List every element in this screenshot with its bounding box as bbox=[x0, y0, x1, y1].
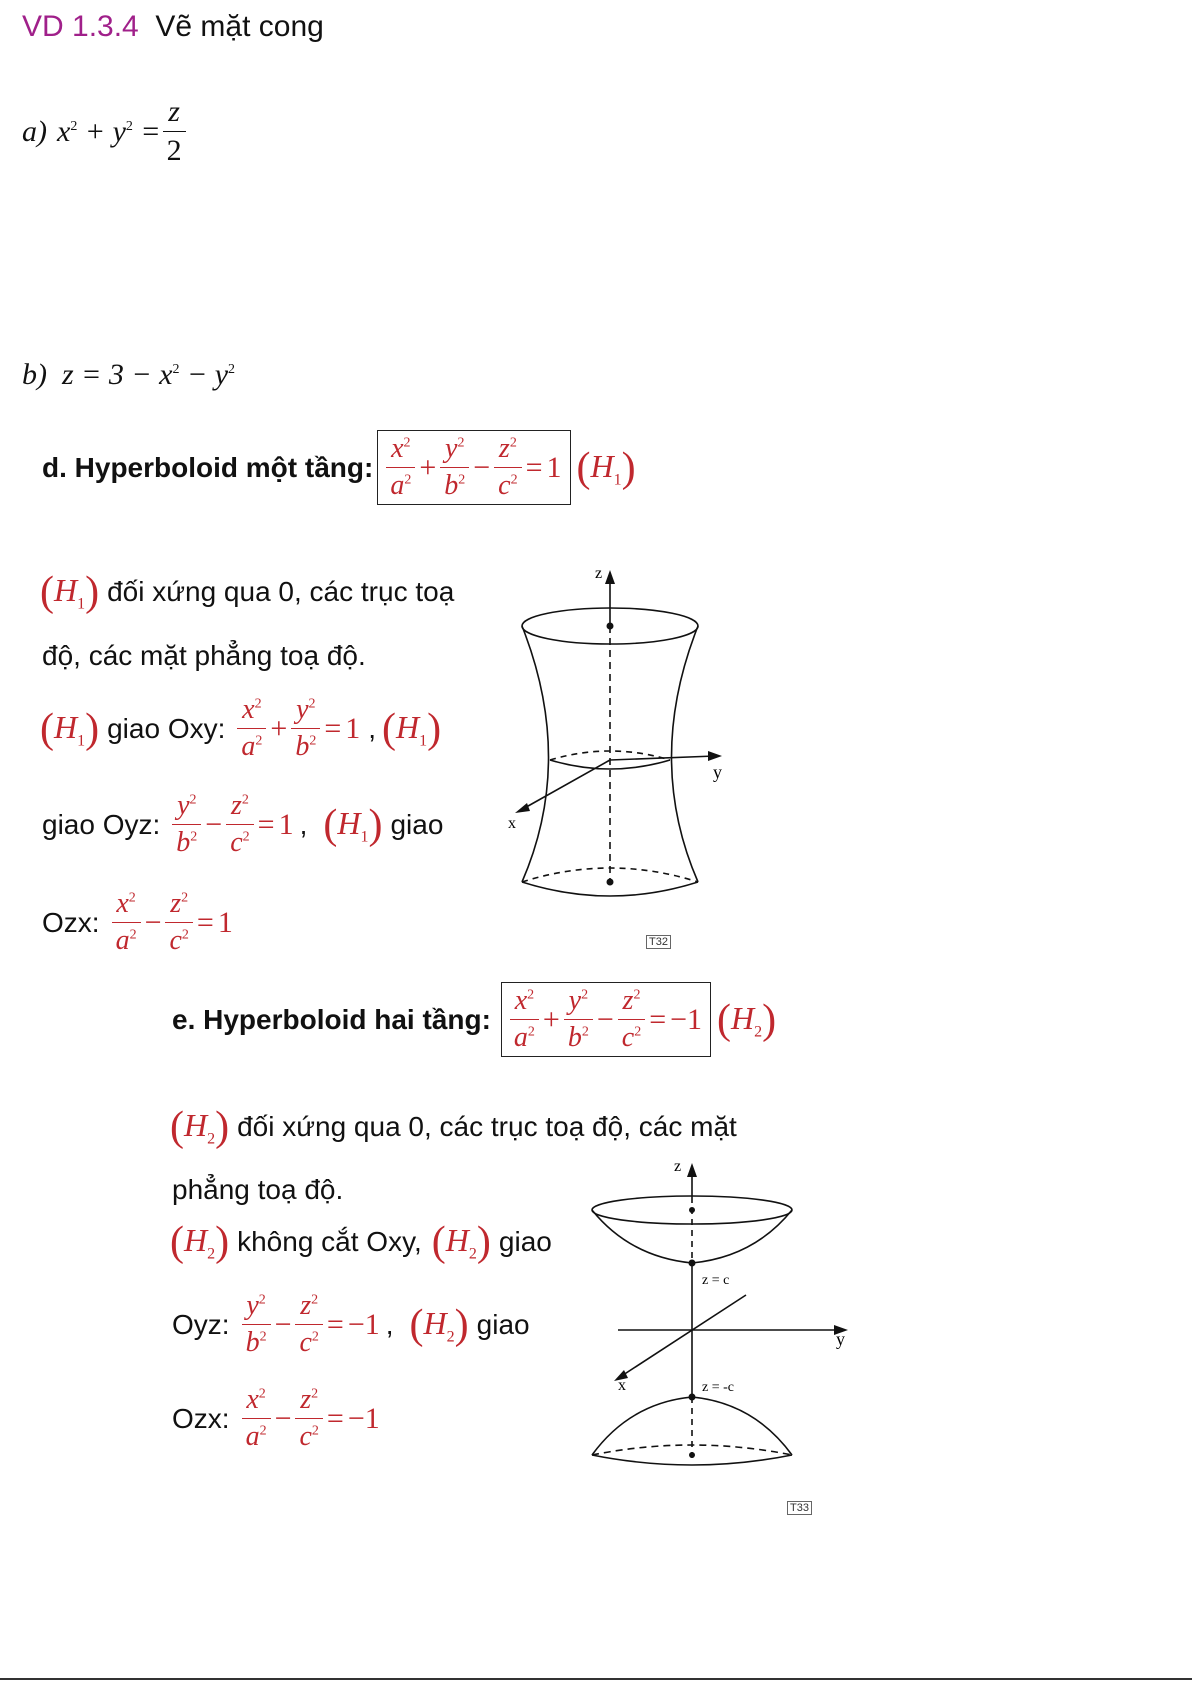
section-e-heading: e. Hyperboloid hai tầng: bbox=[172, 1003, 491, 1035]
section-d-ozx: Ozx: $\frac{x^2}{a^2}$ − $\frac{z^2}{c^2}$ = 1 bbox=[42, 888, 233, 956]
axis-z-label: z bbox=[595, 565, 603, 582]
figure-tag-t32: T32 bbox=[646, 932, 671, 950]
h1-symbol: $(H_1)$ bbox=[382, 705, 442, 752]
h2-symbol: $(H_2)$ bbox=[170, 1104, 230, 1150]
h1-symbol: $(H_1)$ bbox=[40, 705, 100, 752]
section-d-equation-box: $\frac{x^2}{a^2}$ + $\frac{y^2}{b^2}$ − $\frac{z^2}{c^2}$ = 1 bbox=[377, 430, 570, 505]
section-d-heading-row bbox=[42, 430, 636, 505]
section-e-ozx: Ozx: $\frac{x^2}{a^2}$ − $\frac{z^2}{c^2}$ = −1 bbox=[172, 1384, 380, 1452]
hyperboloid-two-sheet-figure bbox=[590, 1145, 865, 1490]
section-d-oyz: giao Oyz: $\frac{y^2}{b^2}$ − $\frac{z^2}{c^2}$ = 1 , $(H_1)$ giao bbox=[42, 790, 444, 858]
section-e-line1: $(H_2)$ đối xứng qua 0, các trục toạ độ, các mặt bbox=[170, 1104, 737, 1150]
section-e-line2: phẳng toạ độ. bbox=[172, 1174, 344, 1205]
example-title: Vẽ mặt cong bbox=[155, 10, 324, 43]
section-d-heading: d. Hyperboloid một tầng: bbox=[42, 451, 374, 483]
figure-tag-t33: T33 bbox=[787, 1498, 812, 1516]
example-number: VD 1.3.4 bbox=[22, 10, 139, 43]
h2-symbol: $(H_2)$ bbox=[431, 1219, 491, 1265]
plane-zc-label: z = c bbox=[702, 1273, 730, 1288]
section-d-line2: độ, các mặt phẳng toạ độ. bbox=[42, 640, 366, 671]
page-bottom-rule bbox=[0, 1678, 1192, 1680]
section-e-equation-box: $\frac{x^2}{a^2}$ + $\frac{y^2}{b^2}$ − $\frac{z^2}{c^2}$ = −1 bbox=[501, 982, 711, 1057]
h1-symbol: $(H_1)$ bbox=[323, 801, 383, 848]
exercise-b-label: b) bbox=[22, 358, 47, 391]
h2-symbol: $(H_2)$ bbox=[170, 1219, 230, 1265]
exercise-b: b) $z = 3 - x^2 - y^2$ bbox=[22, 358, 236, 391]
axis-x-label: x bbox=[618, 1377, 626, 1394]
axis-z-label: z bbox=[674, 1158, 682, 1175]
plane-zmc-label: z = -c bbox=[702, 1380, 734, 1395]
h2-symbol: $(H_2)$ bbox=[409, 1301, 469, 1348]
section-e-oxy: $(H_2)$ không cắt Oxy, $(H_2)$ giao bbox=[170, 1219, 552, 1265]
exercise-a bbox=[22, 95, 188, 168]
axis-y-label: y bbox=[713, 762, 722, 782]
section-e-heading-row bbox=[172, 982, 776, 1057]
h2-symbol: $(H_2)$ bbox=[717, 996, 777, 1043]
section-d-rhs: 1 bbox=[546, 450, 562, 484]
hyperboloid-one-sheet-figure bbox=[505, 560, 765, 905]
h1-symbol: $(H_1)$ bbox=[576, 444, 636, 491]
exercise-a-fraction: $\frac{z}{2}$ bbox=[163, 95, 186, 168]
section-e-oyz: Oyz: $\frac{y^2}{b^2}$ − $\frac{z^2}{c^2}$ = −1 , $(H_2)$ giao bbox=[172, 1290, 530, 1358]
h1-symbol: $(H_1)$ bbox=[40, 569, 100, 615]
exercise-a-lhs: $x^2 + y^2$ = bbox=[57, 114, 161, 148]
axis-x-label: x bbox=[508, 815, 516, 832]
section-d-line1: $(H_1)$ đối xứng qua 0, các trục toạ bbox=[40, 569, 455, 615]
section-d-oxy: $(H_1)$ giao Oxy: $\frac{x^2}{a^2}$ + $\frac{y^2}{b^2}$ = 1 , $(H_1)$ bbox=[40, 694, 442, 762]
section-e-rhs: −1 bbox=[670, 1002, 703, 1036]
exercise-a-label: a) bbox=[22, 114, 47, 148]
axis-y-label: y bbox=[836, 1329, 845, 1349]
page-title bbox=[22, 10, 324, 44]
